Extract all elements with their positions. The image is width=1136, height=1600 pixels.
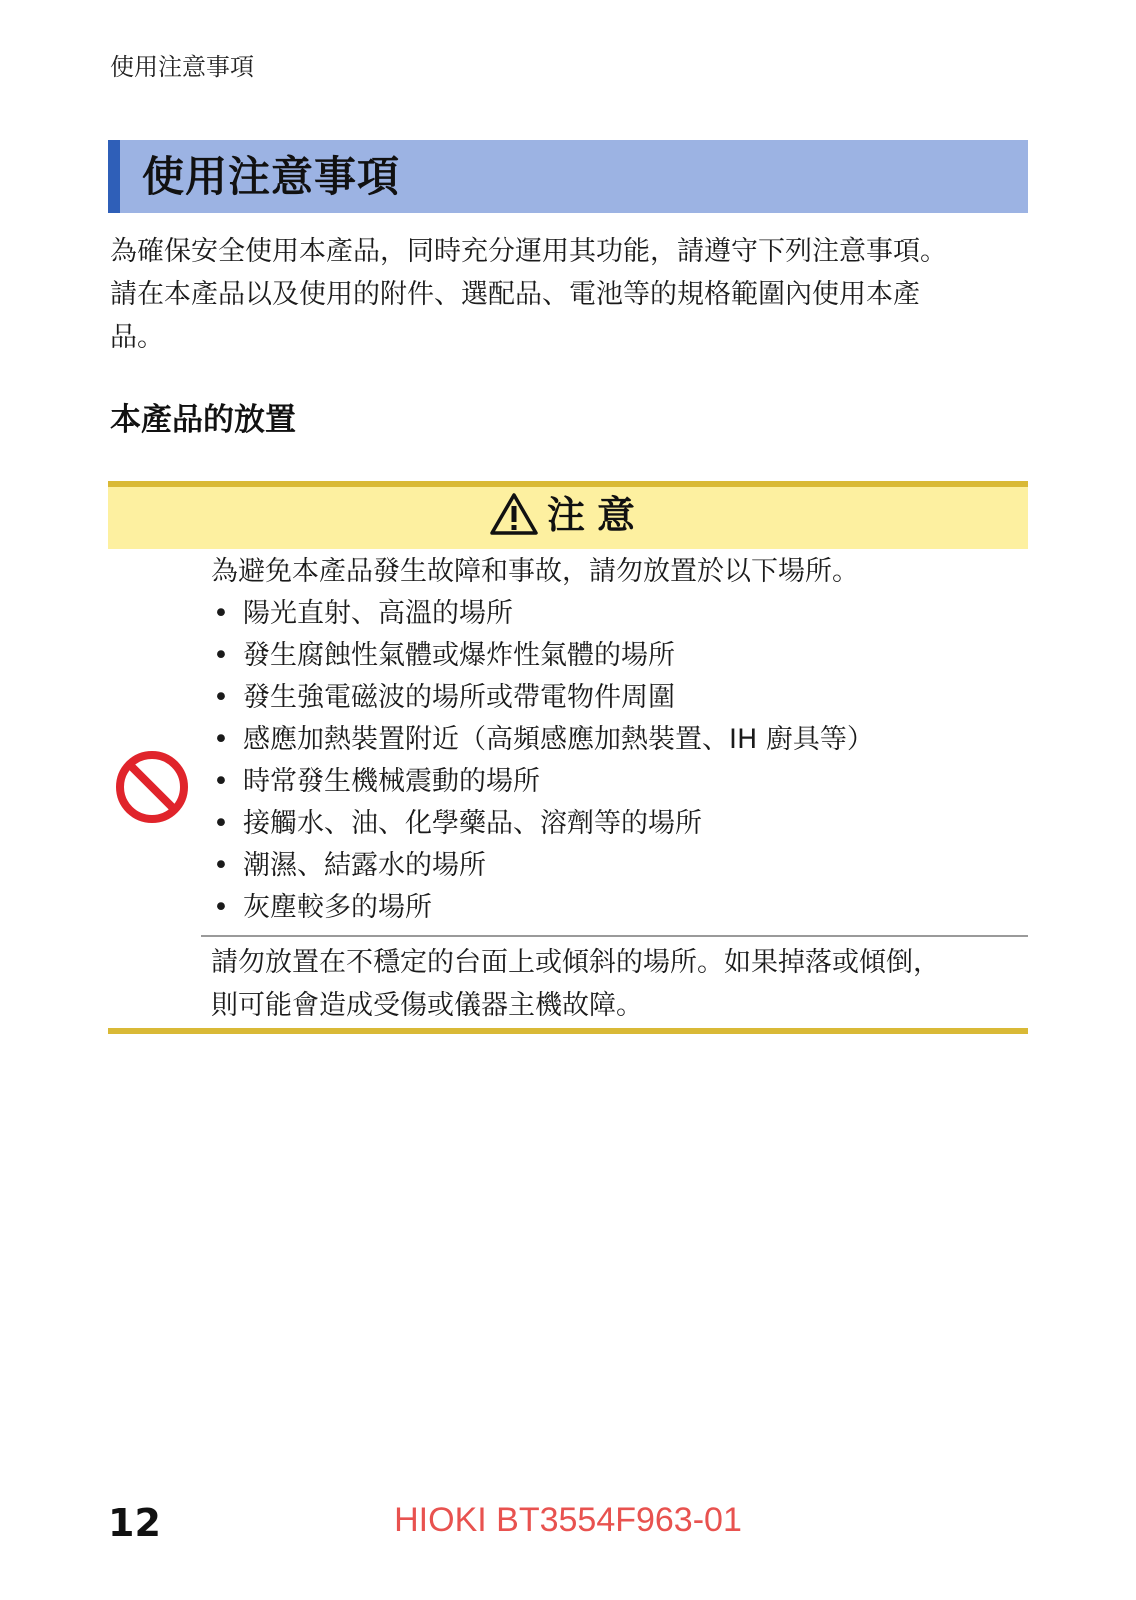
list-item: • 接觸水、油、化學藥品、溶劑等的場所 <box>211 803 1028 845</box>
caution-note <box>211 941 1028 1027</box>
note-line: 則可能會造成受傷或儀器主機故障。 <box>211 990 643 1021</box>
watermark: HIOKI BT3554F963-01 <box>394 1501 742 1539</box>
list-item: • 發生強電磁波的場所或帶電物件周圍 <box>211 677 1028 719</box>
list-item: • 發生腐蝕性氣體或爆炸性氣體的場所 <box>211 635 1028 677</box>
intro-line: 品。 <box>110 322 164 353</box>
caution-label: 注意 <box>546 493 647 537</box>
intro-line: 為確保安全使用本產品，同時充分運用其功能，請遵守下列注意事項。 <box>110 236 947 267</box>
list-item: • 潮濕、結露水的場所 <box>211 845 1028 887</box>
section-heading: 本產品的放置 <box>110 402 296 438</box>
note-line: 請勿放置在不穩定的台面上或傾斜的場所。如果掉落或傾倒， <box>211 947 940 978</box>
running-header: 使用注意事項 <box>110 53 254 81</box>
divider <box>201 935 1028 937</box>
list-item: • 灰塵較多的場所 <box>211 887 1028 929</box>
prohibition-icon <box>114 749 190 825</box>
intro-line: 請在本產品以及使用的附件、選配品、電池等的規格範圍內使用本產 <box>110 279 920 310</box>
caution-bottom-rule <box>108 1028 1028 1034</box>
title-bar <box>108 140 1028 213</box>
intro-paragraph <box>110 230 1030 359</box>
hazard-list <box>211 593 1028 929</box>
caution-intro: 為避免本產品發生故障和事故，請勿放置於以下場所。 <box>211 556 859 587</box>
list-item: • 感應加熱裝置附近（高頻感應加熱裝置、IH 廚具等） <box>211 719 1028 761</box>
page-number: 12 <box>108 1501 161 1545</box>
caution-box <box>108 481 1028 1034</box>
list-item: • 時常發生機械震動的場所 <box>211 761 1028 803</box>
caution-title <box>108 487 1028 543</box>
list-item: • 陽光直射、高溫的場所 <box>211 593 1028 635</box>
page-title: 使用注意事項 <box>142 152 401 201</box>
warning-triangle-icon <box>489 492 539 536</box>
caution-content <box>211 551 1028 929</box>
